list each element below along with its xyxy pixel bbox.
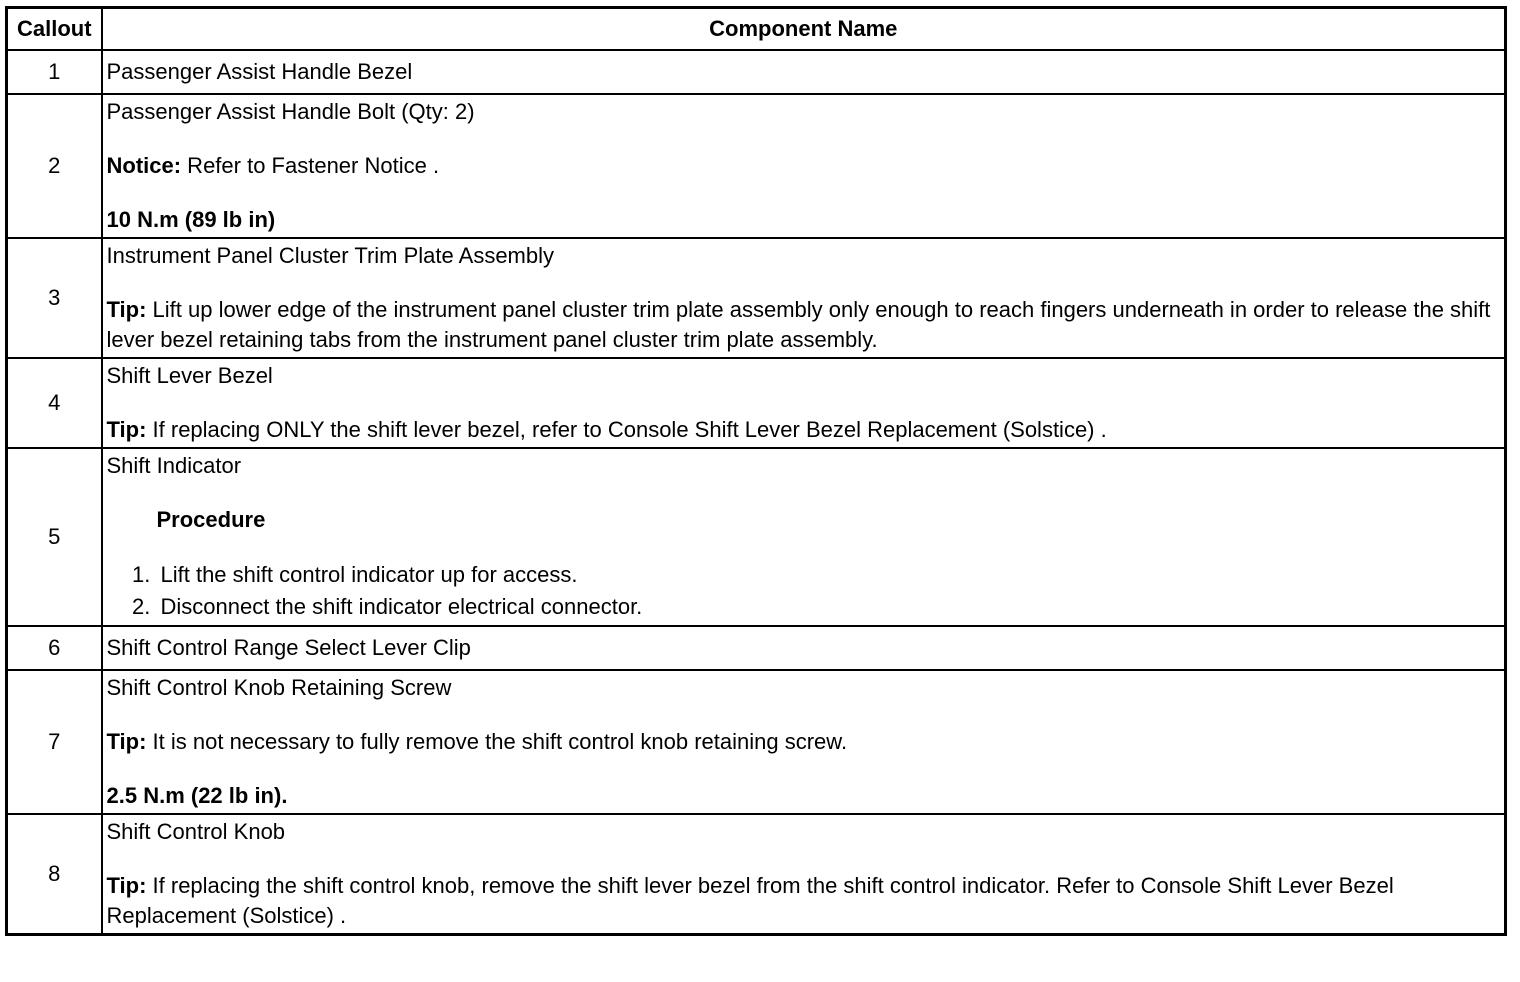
component-name: Shift Control Knob (106, 819, 286, 844)
tip-text (107, 295, 1501, 355)
component-cell (102, 814, 1506, 935)
component-cell (102, 670, 1506, 814)
callout-number: 7 (7, 670, 102, 814)
component-name: Shift Lever Bezel (106, 363, 273, 388)
component-name-header: Component Name (102, 8, 1506, 51)
procedure-step: 1. Lift the shift control indicator up for access. (157, 559, 1501, 591)
procedure-heading: Procedure (156, 507, 266, 532)
callout-header: Callout (7, 8, 102, 51)
callout-number: 1 (7, 50, 102, 94)
tip-label: Tip: (106, 417, 147, 442)
table-row (7, 358, 1506, 448)
table-row (7, 238, 1506, 358)
procedure-steps (107, 559, 1501, 623)
table-row (7, 448, 1506, 626)
callout-number: 2 (7, 94, 102, 238)
notice-text (107, 151, 1501, 181)
table-row (7, 814, 1506, 935)
tip-body: It is not necessary to fully remove the shift control knob retaining screw. (146, 729, 848, 754)
component-cell (102, 50, 1506, 94)
table-row (7, 626, 1506, 670)
torque-spec: 2.5 N.m (22 lb in). (106, 783, 288, 808)
tip-body: If replacing the shift control knob, remove the shift lever bezel from the shift control indicator. Refer to Console Shift Lever Bezel Replacement (Solstice) . (106, 873, 1394, 928)
component-cell (102, 626, 1506, 670)
callout-number: 4 (7, 358, 102, 448)
component-name: Shift Indicator (106, 453, 242, 478)
notice-body: Refer to Fastener Notice . (181, 153, 440, 178)
callout-number: 3 (7, 238, 102, 358)
table-row (7, 94, 1506, 238)
tip-body: Lift up lower edge of the instrument panel cluster trim plate assembly only enough to reach fingers underneath in order to release the shift lever bezel retaining tabs from the instrument panel cluster trim plate assembly. (106, 297, 1491, 352)
callout-table (5, 6, 1507, 936)
tip-label: Tip: (106, 873, 147, 898)
component-name: Passenger Assist Handle Bezel (106, 59, 413, 84)
table-row (7, 50, 1506, 94)
tip-body: If replacing ONLY the shift lever bezel, refer to Console Shift Lever Bezel Replacement (Solstice) . (146, 417, 1107, 442)
tip-label: Tip: (106, 297, 147, 322)
tip-text (107, 871, 1501, 931)
tip-text (107, 415, 1501, 445)
header-row (7, 8, 1506, 51)
component-cell (102, 238, 1506, 358)
procedure-step: 2. Disconnect the shift indicator electrical connector. (157, 591, 1501, 623)
tip-label: Tip: (106, 729, 147, 754)
component-cell (102, 94, 1506, 238)
callout-number: 8 (7, 814, 102, 935)
component-name: Shift Control Range Select Lever Clip (106, 635, 471, 660)
callout-number: 6 (7, 626, 102, 670)
component-cell (102, 358, 1506, 448)
torque-spec: 10 N.m (89 lb in) (106, 207, 276, 232)
callout-number: 5 (7, 448, 102, 626)
component-cell (102, 448, 1506, 626)
tip-text (107, 727, 1501, 757)
component-name: Instrument Panel Cluster Trim Plate Assembly (106, 243, 554, 268)
notice-label: Notice: (106, 153, 182, 178)
component-name: Passenger Assist Handle Bolt (Qty: 2) (106, 99, 475, 124)
table-row (7, 670, 1506, 814)
component-name: Shift Control Knob Retaining Screw (106, 675, 452, 700)
